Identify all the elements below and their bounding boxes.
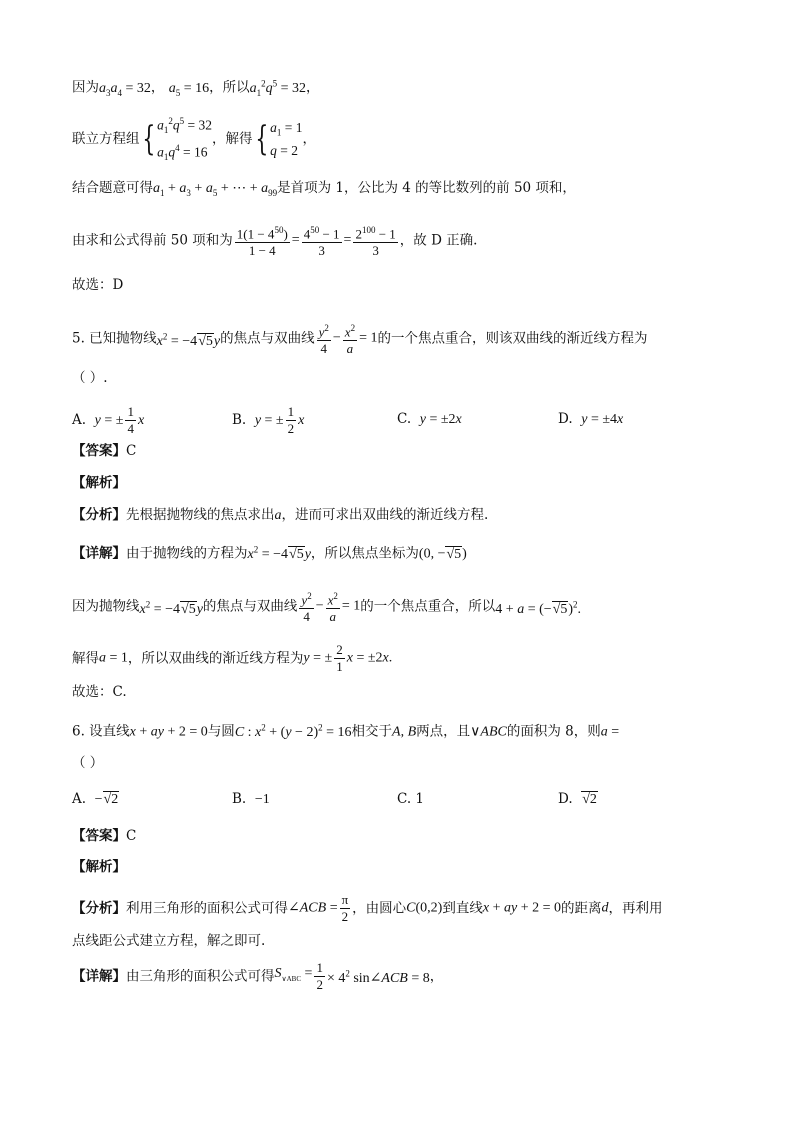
text: 的一个焦点重合，所以 xyxy=(360,598,496,615)
text: 相交于 xyxy=(351,723,393,740)
equation-system: $a_1^2q^5 = 32$ $a_1q^4 = 16$ xyxy=(157,116,213,163)
xiangjie-line-4: 故选：C. xyxy=(72,684,127,700)
fraction: $\frac{1(1 - 4^{50})}{1 - 4}$ xyxy=(235,222,290,259)
text: ， xyxy=(306,79,320,96)
text: 结合题意可得 xyxy=(72,180,153,196)
text: ， xyxy=(429,968,444,985)
answer-value: C xyxy=(126,443,137,459)
text: ， xyxy=(302,131,317,148)
xiangjie-line-3: 解得a = 1，所以双曲线的渐近线方程为y = ± $\frac{2}{1}$ x = ±2x. xyxy=(72,642,393,674)
text: 解得 xyxy=(72,650,99,667)
option-label: B. xyxy=(232,412,247,428)
text: 先根据抛物线的焦点求出 xyxy=(126,507,275,523)
text: ，所以焦点坐标为 xyxy=(310,545,419,562)
text: 两点，且 xyxy=(416,723,471,740)
answer-line xyxy=(72,442,136,460)
brace-icon: { xyxy=(141,119,155,160)
question-5-options xyxy=(72,404,722,434)
text: 的一个焦点重合，则该双曲线的渐近线方程为 xyxy=(377,330,648,347)
text: 是首项为 1，公比为 4 的等比数列的前 50 项和， xyxy=(277,180,576,196)
fraction: $\frac{x^2}{a}$ xyxy=(343,320,357,357)
fraction: $\frac{1}{2}$ xyxy=(316,960,323,992)
solution-line-1 xyxy=(72,74,320,101)
fenxi-line: 【分析】先根据抛物线的焦点求出a，进而可求出双曲线的渐近线方程. xyxy=(72,507,489,523)
option-label: A. xyxy=(72,791,87,807)
math-parabola: $x^2 = -4√5y$ xyxy=(156,330,221,349)
question-5-paren: （ ）. xyxy=(72,370,108,386)
fraction: $\frac{y^2}{4}$ xyxy=(317,320,331,357)
solution-line-5: 故选：D xyxy=(72,277,124,293)
fraction: $\frac{y^2}{4}$ xyxy=(299,588,313,625)
option-c[interactable] xyxy=(397,790,424,808)
fraction: $\frac{2}{1}$ xyxy=(336,642,343,674)
text: 6. 设直线 xyxy=(72,723,130,740)
question-5-stem: 5. 已知抛物线$x^2 = -4√5y$的焦点与双曲线 $\frac{y^2}{4}$ − $\frac{x^2}{a}$ = 1的一个焦点重合，则该双曲线的渐近线方程为 xyxy=(72,320,647,357)
option-label: D. xyxy=(558,411,573,427)
text: 的面积为 8，则 xyxy=(506,723,601,740)
brace-icon: { xyxy=(254,119,268,160)
option-a[interactable]: A. y = ± $\frac{1}{4}$ x xyxy=(72,404,145,436)
text: ，由圆心 xyxy=(352,900,407,917)
option-c[interactable]: C. y = ±2x xyxy=(397,411,462,427)
answer-value: C xyxy=(126,828,137,844)
fraction: $\frac{4^{50} - 1}{3}$ xyxy=(302,222,342,259)
fraction: $\frac{x^2}{a}$ xyxy=(326,588,340,625)
text: ，故 D 正确. xyxy=(399,232,478,249)
text: 利用三角形的面积公式可得 xyxy=(126,900,288,917)
question-6-paren: （ ） xyxy=(72,755,104,771)
text: 因为抛物线 xyxy=(72,598,140,615)
text: 由于抛物线的方程为 xyxy=(126,545,248,562)
solution-line-2 xyxy=(72,112,316,166)
text: 由三角形的面积公式可得 xyxy=(126,968,275,985)
text: 到直线 xyxy=(442,900,483,917)
option-label: B. xyxy=(232,791,247,807)
text: 5. 已知抛物线 xyxy=(72,330,157,347)
text: ， xyxy=(150,79,165,96)
answer-tag: 【答案】 xyxy=(72,828,126,844)
fraction: $\frac{\pi}{2}$ xyxy=(341,892,349,924)
math-sum-odd: $a_1 + a_3 + a_5$ + ⋯ + $a_{99}$ xyxy=(153,181,278,198)
text: 的焦点与双曲线 xyxy=(220,330,315,347)
xiangjie-tag: 【详解】 xyxy=(72,545,126,562)
solution-line-3 xyxy=(72,179,576,202)
text: ，所以双曲线的渐近线方程为 xyxy=(127,650,304,667)
answer-tag: 【答案】 xyxy=(72,443,126,459)
math-a1q5: $a_1^2q^5 = 32$ xyxy=(249,78,307,98)
solution-line-4: 由求和公式得前 50 项和为 $\frac{1(1 - 4^{50})}{1 - 4}$ = $\frac{4^{50} - 1}{3}$ = $\frac{2^{100} - 1}{3}$ ，故 D 正确. xyxy=(72,222,477,259)
text: 的焦点与双曲线 xyxy=(202,598,298,615)
text: 由求和公式得前 50 项和为 xyxy=(72,232,233,249)
fenxi-tag: 【分析】 xyxy=(72,507,126,523)
math-a5: $a_5 = 16$ xyxy=(168,80,210,98)
option-label: C. 1 xyxy=(397,791,425,807)
analysis-tag: 【解析】 xyxy=(72,859,126,875)
text: 联立方程组 xyxy=(72,131,140,148)
option-d[interactable]: D. y = ±4x xyxy=(558,411,624,427)
option-b[interactable]: B. −1 xyxy=(232,791,270,807)
fenxi-line: 【分析】利用三角形的面积公式可得∠ACB = $\frac{\pi}{2}$ ，由圆心C(0,2)到直线x + ay + 2 = 0的距离d，再利用 xyxy=(72,892,663,924)
option-label: A. xyxy=(72,412,87,428)
text: ，解得 xyxy=(212,131,253,148)
text: 因为 xyxy=(72,79,99,96)
option-a[interactable]: A. −√2 xyxy=(72,791,119,807)
fraction: $\frac{2^{100} - 1}{3}$ xyxy=(353,222,397,259)
xiangjie-line-2: 因为抛物线$x^2 = -4√5y$的焦点与双曲线 $\frac{y^2}{4}$ − $\frac{x^2}{a}$ = 1的一个焦点重合，所以$4 + a = (-√5)^2$. xyxy=(72,588,581,625)
question-6-stem: 6. 设直线x + ay + 2 = 0与圆C : $x^2 + (y - 2)^2 = 16$相交于A, B两点，且∨ABC的面积为 8，则a = xyxy=(72,722,620,740)
xiangjie-line-1: 【详解】由三角形的面积公式可得$S_{\vee ABC}$ = $\frac{1}{2}$ × $4^2$ sin∠ACB = 8， xyxy=(72,960,444,992)
text: ，所以 xyxy=(209,79,250,96)
analysis-tag: 【解析】 xyxy=(72,475,126,491)
fenxi-line-2: 点线距公式建立方程，解之即可. xyxy=(72,933,266,949)
option-b[interactable]: B. y = ± $\frac{1}{2}$ x xyxy=(232,404,305,436)
answer-line xyxy=(72,827,136,845)
question-6-options xyxy=(72,790,722,814)
text: ，进而可求出双曲线的渐近线方程. xyxy=(281,507,489,523)
option-label: C. xyxy=(397,411,412,427)
solution-system: $a_1 = 1$ q = 2 xyxy=(270,119,303,158)
xiangjie-tag: 【详解】 xyxy=(72,968,126,985)
text: 的距离 xyxy=(560,900,602,917)
text: ，再利用 xyxy=(608,900,663,917)
text: 与圆 xyxy=(207,723,235,740)
xiangjie-line-1: 【详解】由于抛物线的方程为$x^2 = -4√5y$，所以焦点坐标为(0, −√5) xyxy=(72,544,467,562)
math-a3a4: $a_3a_4 = 32$ xyxy=(99,80,151,98)
option-d[interactable]: D. √2 xyxy=(558,791,597,807)
option-label: D. xyxy=(558,791,573,807)
fenxi-tag: 【分析】 xyxy=(72,900,126,917)
